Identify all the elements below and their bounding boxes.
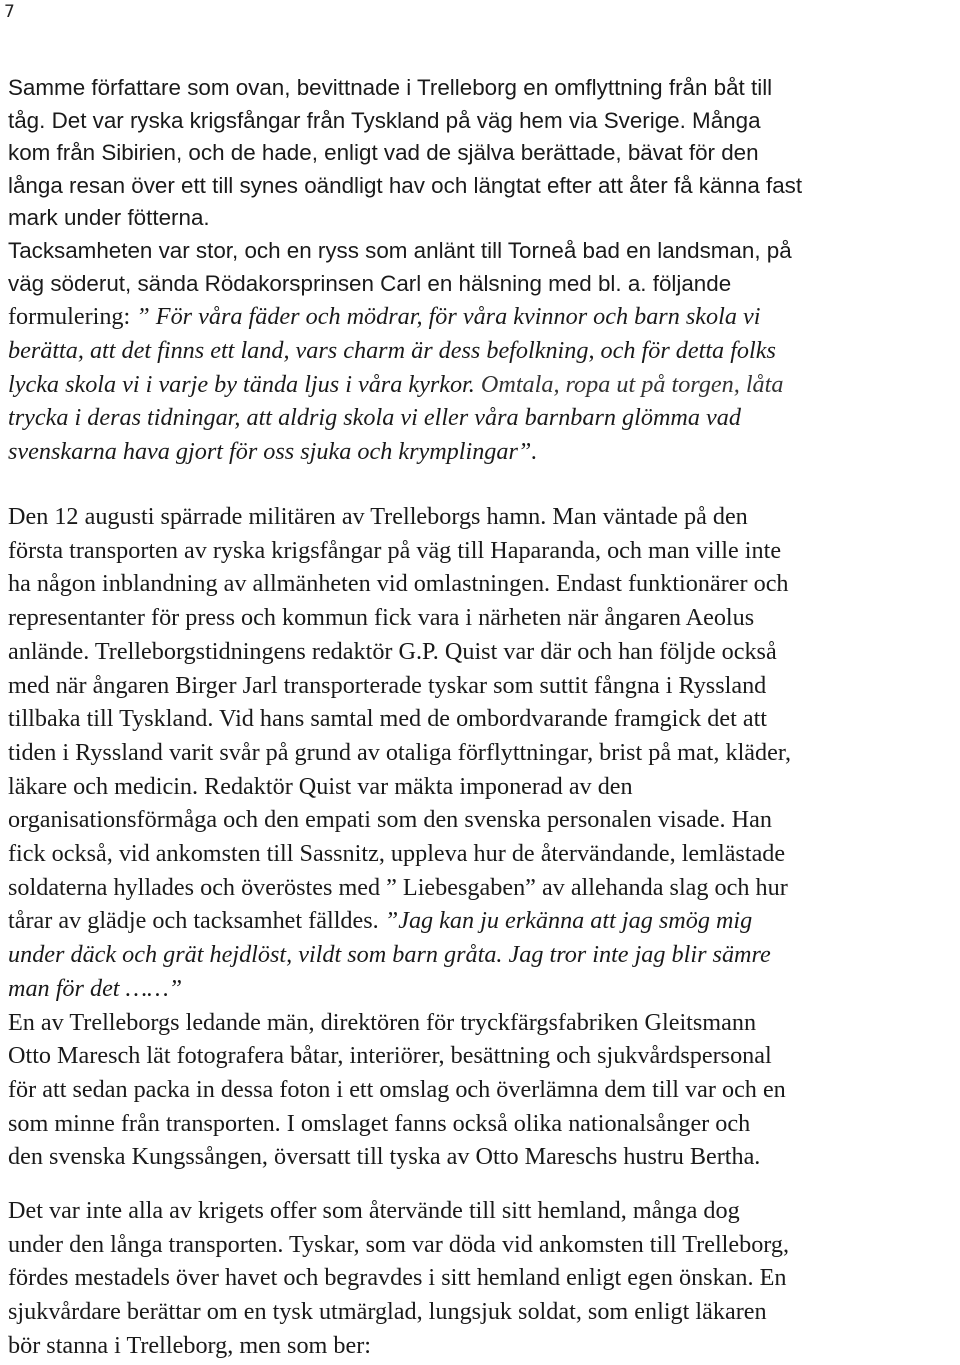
- text-line: mark under fötterna.: [8, 205, 210, 231]
- text-line: tiden i Ryssland varit svår på grund av otaliga förflyttningar, brist på mat, kläder,: [8, 738, 791, 766]
- text-line: som minne från transporten. I omslaget fanns också olika nationalsånger och: [8, 1109, 751, 1137]
- text-line: representanter för press och kommun fick vara i närheten när ångaren Aeolus: [8, 604, 755, 632]
- text-line: fick också, vid ankomsten till Sassnitz, uppleva hur de återvändande, lemlästade: [8, 840, 786, 868]
- quote-line: [8, 368, 956, 402]
- quote-text: Omtala, ropa ut på torgen, låta: [474, 370, 784, 398]
- quote-line: berätta, att det finns ett land, vars charm är dess befolkning, och för detta folks: [8, 336, 776, 364]
- text-line: för att sedan packa in dessa foton i ett omslag och överlämna dem till var och en: [8, 1075, 786, 1103]
- text-line: tåg. Det var ryska krigsfångar från Tyskland på väg hem via Sverige. Många: [8, 107, 761, 133]
- quote-text: ”Jag kan ju erkänna att jag smög mig: [384, 907, 753, 935]
- text-line: Den 12 augusti spärrade militären av Trelleborgs hamn. Man väntade på den: [8, 503, 748, 530]
- text-line: med när ångaren Birger Jarl transporterade tyskar som suttit fångna i Ryssland: [8, 671, 767, 699]
- page-number: 7: [4, 2, 15, 22]
- text-line: kom från Sibirien, och de hade, enligt vad de själva berättade, bävat för den: [8, 140, 759, 166]
- text-line: sjukvårdare berättar om en tysk utmärglad, lungsjuk soldat, som enligt läkaren: [8, 1298, 767, 1326]
- quote-text: lycka skola vi i varje by tända ljus i våra kyrkor.: [8, 370, 475, 398]
- text-line: läkare och medicin. Redaktör Quist var mäkta imponerad av den: [8, 772, 633, 800]
- text-line: den svenska Kungssången, översatt till tyska av Otto Mareschs hustru Bertha.: [8, 1143, 761, 1171]
- text-line: fördes mestadels över havet och begravdes i sitt hemland enligt egen önskan. En: [8, 1264, 787, 1292]
- text-line: långa resan över ett till synes oändligt hav och längtat efter att åter få känna fast: [8, 172, 803, 198]
- text-line: ha någon inblandning av allmänheten vid omlastningen. Endast funktionärer och: [8, 570, 789, 598]
- text-line: väg söderut, sända Rödakorsprinsen Carl en hälsning med bl. a. följande: [8, 270, 732, 296]
- text-segment: tårar av glädje och tacksamhet fälldes.: [8, 907, 385, 935]
- text-line: första transporten av ryska krigsfångar på väg till Haparanda, och man ville inte: [8, 536, 782, 564]
- text-line: bör stanna i Trelleborg, men som ber:: [8, 1331, 372, 1359]
- quote-intro-line: [8, 300, 956, 334]
- text-line: anlände. Trelleborgstidningens redaktör G.P. Quist var där och han följde också: [8, 637, 777, 665]
- paragraph-harbour-closure: [8, 500, 956, 1174]
- text-line: Tacksamheten var stor, och en ryss som anlänt till Torneå bad en landsman, på: [8, 237, 792, 263]
- text-line: Otto Maresch lät fotografera båtar, interiörer, besättning och sjukvårdspersonal: [8, 1042, 772, 1070]
- quote-line: trycka i deras tidningar, att aldrig skola vi eller våra barnbarn glömma vad: [8, 404, 741, 432]
- text-line: soldaterna hyllades och överöstes med ” Liebesgaben” av allehanda slag och hur: [8, 873, 788, 901]
- text-line: Samme författare som ovan, bevittnade i Trelleborg en omflyttning från båt till: [8, 75, 773, 100]
- quote-intro-label: formulering:: [8, 303, 137, 331]
- paragraph-war-victims: [8, 1194, 956, 1363]
- quote-line: man för det ……”: [8, 974, 183, 1002]
- quote-text: ” För våra fäder och mödrar, för våra kvinnor och barn skola vi: [136, 303, 761, 331]
- text-line: En av Trelleborgs ledande män, direktören för tryckfärgsfabriken Gleitsmann: [8, 1008, 757, 1036]
- text-line: organisationsförmåga och den empati som den svenska personalen visade. Han: [8, 806, 772, 834]
- paragraph-prisoners-transfer: [8, 72, 956, 469]
- text-line: tillbaka till Tyskland. Vid hans samtal med de ombordvarande framgick det att: [8, 705, 768, 733]
- text-line: [8, 904, 956, 938]
- text-line: Det var inte alla av krigets offer som återvände till sitt hemland, många dog: [8, 1197, 740, 1224]
- quote-line: svenskarna hava gjort för oss sjuka och krymplingar”.: [8, 437, 538, 465]
- quote-line: under däck och grät hejdlöst, vildt som barn gråta. Jag tror inte jag blir sämre: [8, 941, 771, 969]
- text-line: under den långa transporten. Tyskar, som var döda vid ankomsten till Trelleborg,: [8, 1230, 790, 1258]
